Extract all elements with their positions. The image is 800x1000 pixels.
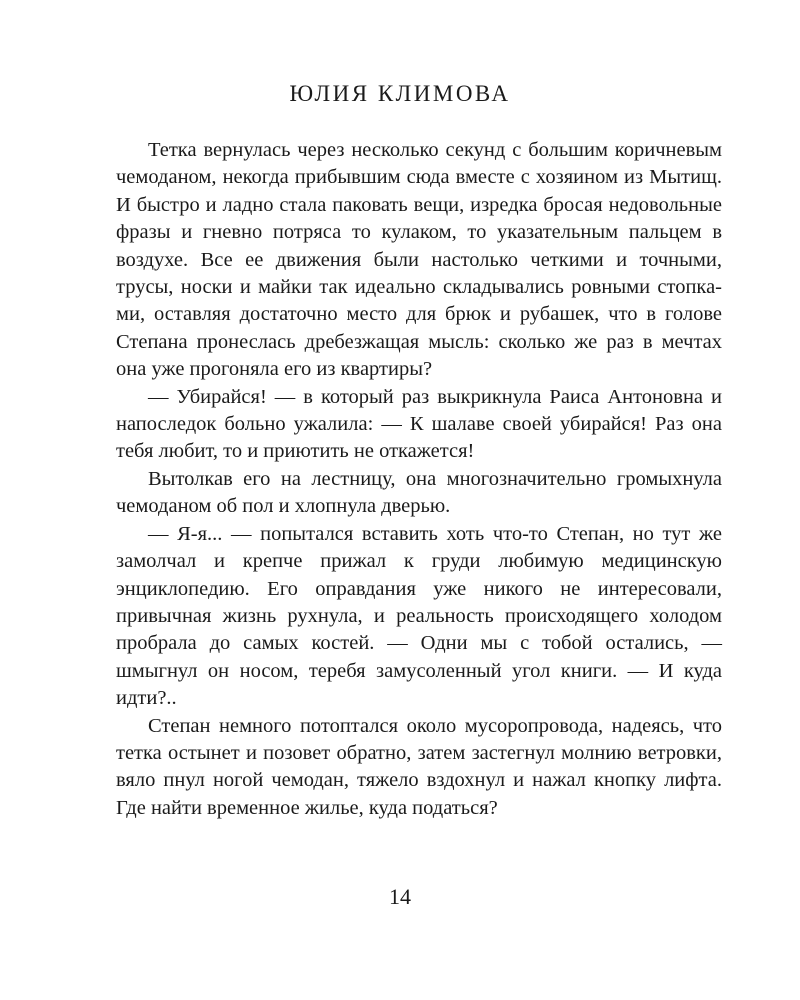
paragraph: Тетка вернулась через несколько секунд с большим коричневым чемоданом, некогда прибывшим сюда вместе с хозяином из Мытищ. И быстро и ладно стала паковать вещи, изредка бросая недовольные фразы и гневно потряса то кулаком, то указательным пальцем в воздухе. Все ее движения были настолько четкими и точными, трусы, носки и майки так идеально складывались ровными стопками, оставляя достаточно место для брюк и рубашек, что в голове Степана пронеслась дребезжащая мысль: сколько же раз в мечтах она уже прогоняла его из квартиры? — [116, 139, 722, 381]
body-text — [116, 137, 722, 822]
running-head: ЮЛИЯ КЛИМОВА — [289, 81, 511, 106]
page-number: 14 — [389, 884, 411, 909]
paragraph: Вытолкав его на лестницу, она многозначительно громыхнула чемоданом об пол и хлопнула дверью. — [116, 467, 722, 518]
paragraph: — Убирайся! — в который раз выкрикнула Раиса Антоновна и напоследок больно ужалила: — К шалаве своей убирайся! Раз она тебя любит, то и приютить не откажется! — [116, 385, 722, 463]
paragraph: Степан немного потоптался около мусоропровода, надеясь, что тетка остынет и позовет обратно, затем застегнул молнию ветровки, вяло пнул ногой чемодан, тяжело вздохнул и нажал кнопку лифта. Где найти временное жилье, куда податься? — [116, 714, 722, 819]
paragraph: — Я-я... — попытался вставить хоть что-то Степан, но тут же замолчал и крепче прижал к груди любимую медицинскую энциклопедию. Его оправдания уже никого не интересовали, привычная жизнь рухнула, и реальность происходящего холодом пробрала до самых костей. — Одни мы с тобой остались, — шмыгнул он носом, теребя замусоленный угол книги. — И куда идти?.. — [116, 522, 722, 710]
